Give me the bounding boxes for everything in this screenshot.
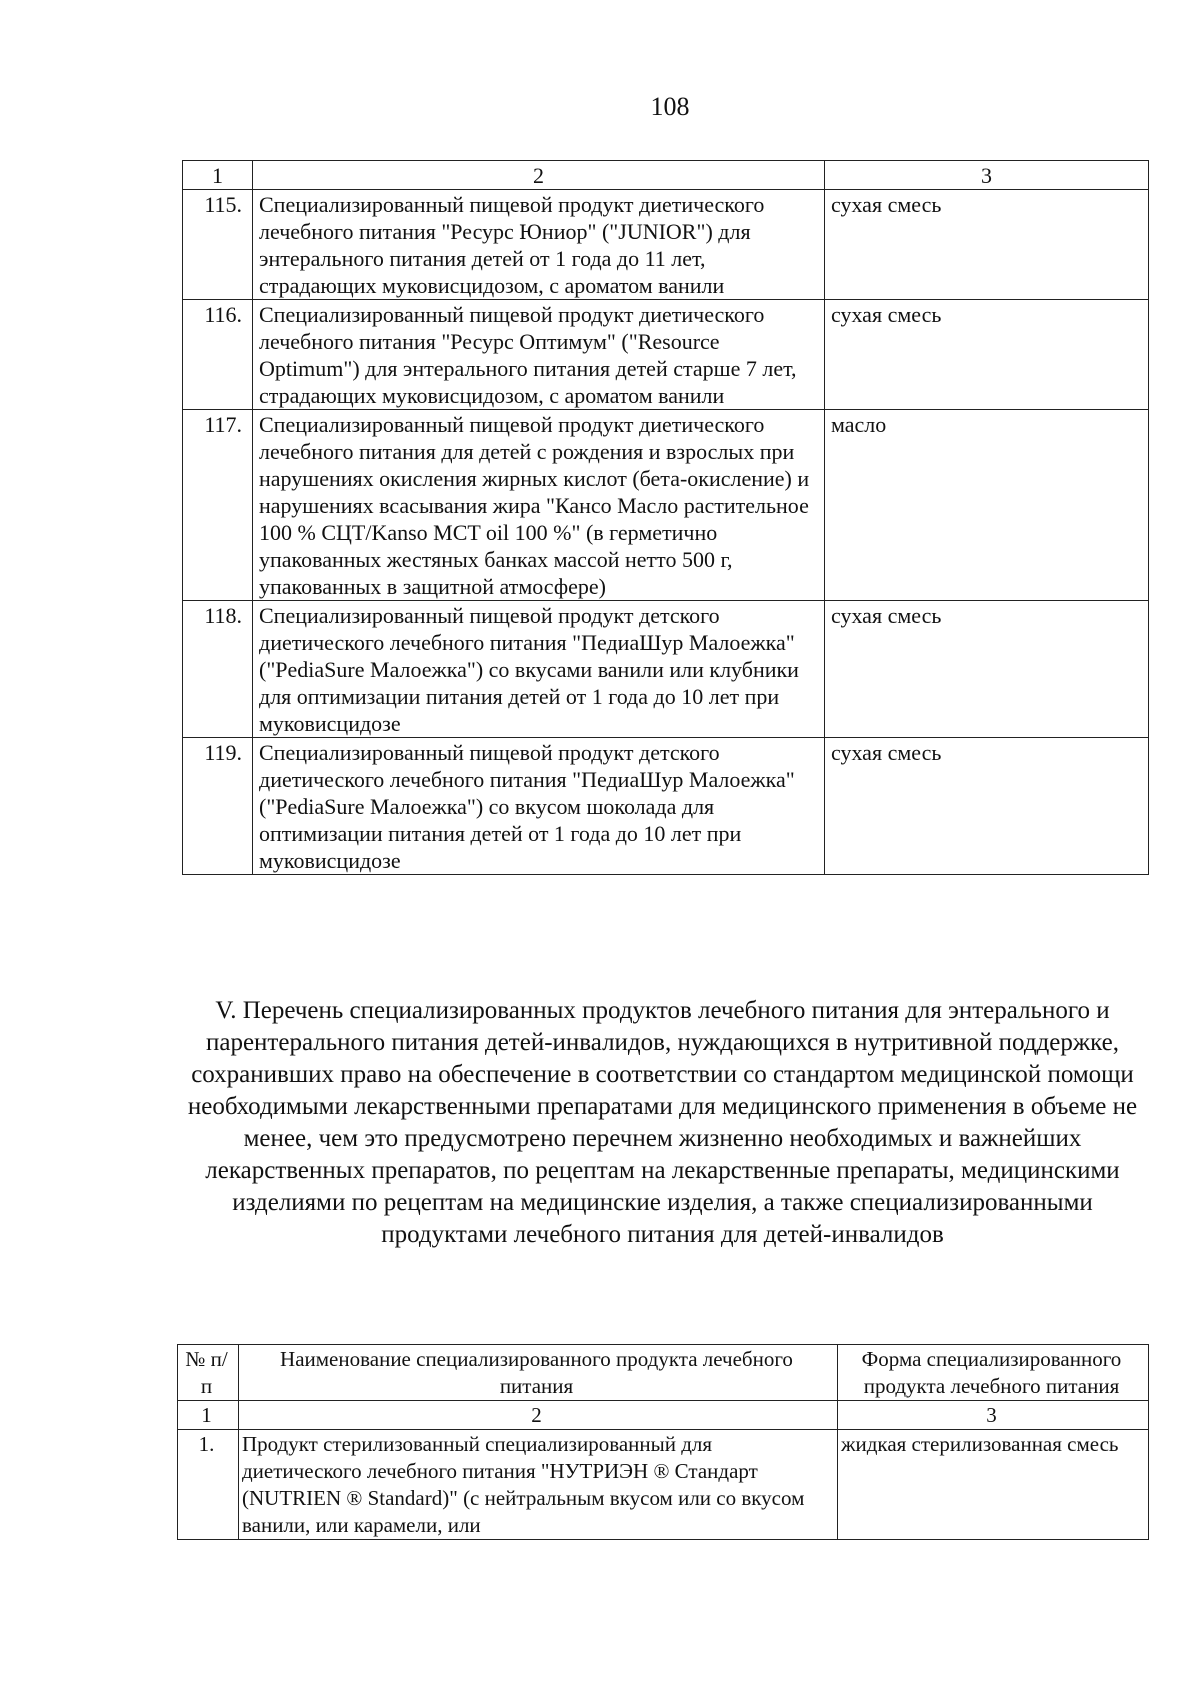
- row-number: 118.: [183, 601, 253, 738]
- product-form: жидкая стерилизованная смесь: [838, 1430, 1149, 1540]
- column-number: 2: [239, 1401, 838, 1430]
- page-number: 108: [650, 92, 690, 121]
- product-form: сухая смесь: [825, 300, 1149, 410]
- row-number: 117.: [183, 410, 253, 601]
- header-row: [178, 1345, 1149, 1401]
- product-form: масло: [825, 410, 1149, 601]
- product-form: сухая смесь: [825, 190, 1149, 300]
- row-number: 116.: [183, 300, 253, 410]
- column-header-name: Наименование специализированного продукта лечебного питания: [239, 1345, 838, 1401]
- product-name: Продукт стерилизованный специализированный для диетического лечебного питания "НУТРИЭН ® Стандарт (NUTRIEN ® Standard)" (с нейтральным вкусом или со вкусом ванили, или карамели, или: [239, 1430, 838, 1540]
- row-number: 119.: [183, 738, 253, 875]
- column-number-row: [178, 1401, 1149, 1430]
- column-number: 2: [253, 161, 825, 190]
- table-row: [183, 738, 1149, 875]
- product-form: сухая смесь: [825, 601, 1149, 738]
- column-number: 1: [178, 1401, 239, 1430]
- table-row: [178, 1430, 1149, 1540]
- product-name: Специализированный пищевой продукт диетического лечебного питания "Ресурс Оптимум" ("Resource Optimum") для энтерального питания детей старше 7 лет, страдающих муковисцидозом, с ароматом ванили: [253, 300, 825, 410]
- row-number: 1.: [178, 1430, 239, 1540]
- table-row: [183, 190, 1149, 300]
- product-name: Специализированный пищевой продукт диетического лечебного питания "Ресурс Юниор" ("JUNIOR") для энтерального питания детей от 1 года до 11 лет, страдающих муковисцидозом, с ароматом ванили: [253, 190, 825, 300]
- section-heading: V. Перечень специализированных продуктов лечебного питания для энтерального и парентерального питания детей-инвалидов, нуждающихся в нутритивной поддержке, сохранивших право на обеспечение в соответствии со стандартом медицинской помощи необходимыми лекарственными препаратами для медицинского применения в объеме не менее, чем это предусмотрено перечнем жизненно необходимых и важнейших лекарственных препаратов, по рецептам на лекарственные препараты, медицинскими изделиями по рецептам на медицинские изделия, а также специализированными продуктами лечебного питания для детей-инвалидов: [187, 997, 1138, 1248]
- table-row: [183, 410, 1149, 601]
- table-row: [183, 601, 1149, 738]
- product-name: Специализированный пищевой продукт диетического лечебного питания для детей с рождения и взрослых при нарушениях окисления жирных кислот (бета-окисление) и нарушениях всасывания жира "Кансо Масло растительное 100 % СЦТ/Kanso MCT oil 100 %" (в герметично упакованных жестяных банках массой нетто 500 г, упакованных в защитной атмосфере): [253, 410, 825, 601]
- product-name: Специализированный пищевой продукт детского диетического лечебного питания "ПедиаШур Малоежка" ("PediaSure Малоежка") со вкусом шоколада для оптимизации питания детей от 1 года до 10 лет при муковисцидозе: [253, 738, 825, 875]
- table-row: [183, 300, 1149, 410]
- product-form: сухая смесь: [825, 738, 1149, 875]
- column-number: 3: [825, 161, 1149, 190]
- column-header-number: № п/п: [178, 1345, 239, 1401]
- column-number-row: [183, 161, 1149, 190]
- products-table-continued: [182, 160, 1149, 875]
- column-header-form: Форма специализированного продукта лечебного питания: [838, 1345, 1149, 1401]
- product-name: Специализированный пищевой продукт детского диетического лечебного питания "ПедиаШур Малоежка" ("PediaSure Малоежка") со вкусами ванили или клубники для оптимизации питания детей от 1 года до 10 лет при муковисцидозе: [253, 601, 825, 738]
- column-number: 3: [838, 1401, 1149, 1430]
- products-table-section-v: [177, 1344, 1149, 1540]
- column-number: 1: [183, 161, 253, 190]
- row-number: 115.: [183, 190, 253, 300]
